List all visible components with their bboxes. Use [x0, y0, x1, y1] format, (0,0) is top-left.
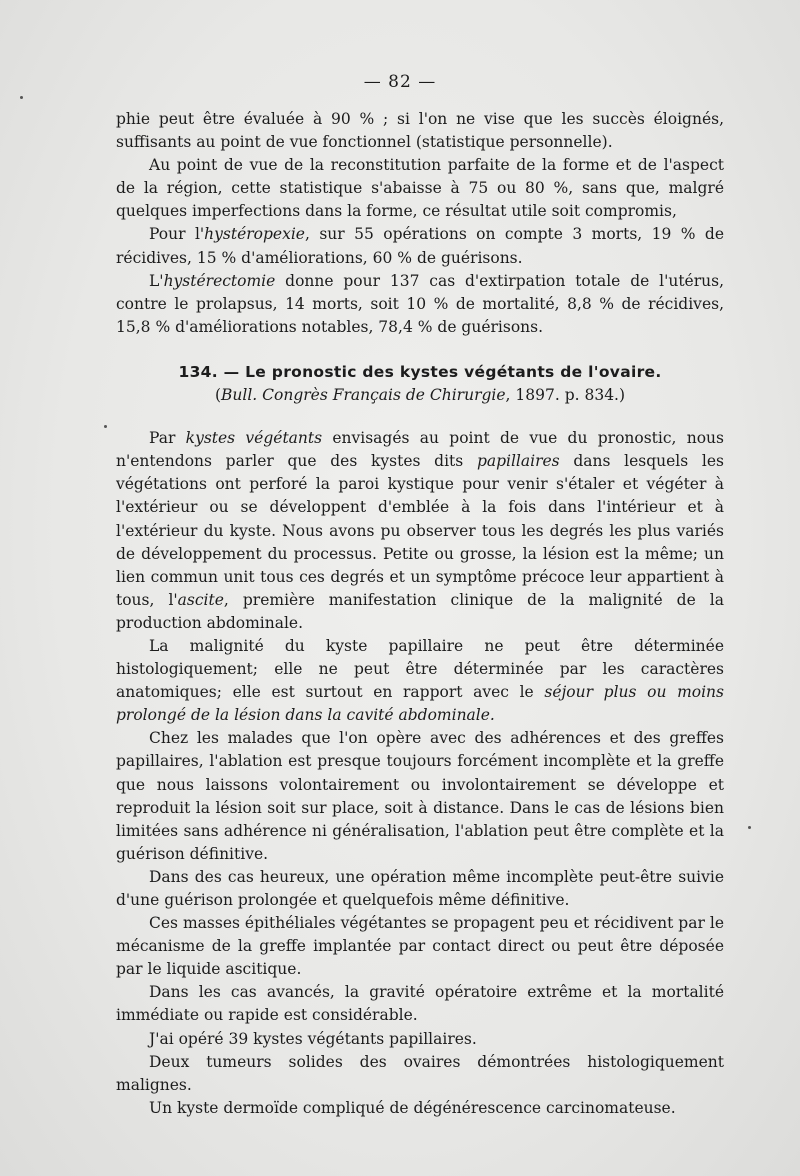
paragraph-masses	[116, 912, 724, 981]
paragraph-text: envisagés au point de vue du pronostic, nous n'entendons parler que des kystes dits	[116, 429, 724, 471]
italic-term: kystes végétants	[185, 429, 323, 448]
paragraph-text: Deux tumeurs solides des ovaires démontrées histologiquement malignes.	[116, 1052, 724, 1094]
page-number: — 82 —	[363, 72, 437, 92]
italic-term: papillaires	[476, 452, 560, 471]
citation-paren: (	[214, 386, 222, 405]
paragraph-hysteropexie	[116, 223, 724, 269]
paragraph-text: La malignité du kyste papillaire ne peut être déterminée histologiquement; elle ne peut être déterminée par les caractères anatomiques; elle est surtout en rapport avec le	[116, 636, 724, 702]
paragraph-dermoide	[116, 1097, 724, 1120]
paragraph-opere	[116, 1028, 724, 1051]
section-heading: 134. — Le pronostic des kystes végétants de l'ovaire.	[178, 362, 662, 381]
paragraph-text: Chez les malades que l'on opère avec des adhérences et des greffes papillaires, l'ablation est presque toujours forcément incomplète et la greffe que nous laissons volontairement ou involontairement se développe et reproduit la lésion soit sur place, soit à distance. Dans le cas de lésions bien limitées sans adhérence ni généralisation, l'ablation peut être complète et la guérison définitive.	[116, 729, 724, 863]
print-speck	[104, 425, 107, 428]
paragraph-hysterectomie	[116, 270, 724, 339]
paragraph-tumeurs	[116, 1051, 724, 1097]
paragraph-text: , première manifestation clinique de la malignité de la production abdominale.	[116, 590, 724, 632]
paragraph-text: Par	[149, 429, 186, 448]
paragraph-text: , sur 55 opérations on compte 3 morts, 19 % de récidives, 15 % d'améliorations, 60 % de guérisons.	[116, 225, 725, 267]
paragraph-text: Un kyste dermoïde compliqué de dégénérescence carcinomateuse.	[149, 1098, 676, 1117]
paragraph-text: phie peut être évaluée à 90 % ; si l'on ne vise que les succès éloignés, suffisants au point de vue fonctionnel (statistique personnelle).	[116, 110, 724, 152]
italic-term: hystéropexie	[204, 225, 305, 244]
paragraph-continuation	[116, 108, 724, 154]
citation-journal: Bull. Congrès Français de Chirurgie	[221, 386, 506, 405]
citation-details: , 1897. p. 834.)	[505, 386, 626, 405]
paragraph-text: Dans des cas heureux, une opération même incomplète peut-être suivie d'une guérison prolongée et quelquefois même définitive.	[116, 867, 724, 909]
print-speck	[748, 826, 751, 829]
section-citation	[116, 384, 724, 407]
paragraph-malignite	[116, 635, 724, 727]
paragraph-text: Dans les cas avancés, la gravité opératoire extrême et la mortalité immédiate ou rapide est considérable.	[116, 983, 724, 1025]
italic-term: hystérectomie	[163, 271, 276, 290]
paragraph-text: donne pour 137 cas d'extirpation totale de l'utérus, contre le prolapsus, 14 morts, soit 10 % de mortalité, 8,8 % de récidives, 15,8 % d'améliorations notables, 78,4 % de guérisons.	[116, 271, 724, 336]
paragraph-text: Ces masses épithéliales végétantes se propagent peu et récidivent par le mécanisme de la greffe implantée par contact direct ou peut être déposée par le liquide ascitique.	[116, 914, 724, 979]
paragraph-text: J'ai opéré 39 kystes végétants papillaires.	[149, 1029, 477, 1048]
paragraph-text: Pour l'	[149, 225, 205, 244]
paragraph-adherences	[116, 727, 724, 866]
paragraph-kystes	[116, 427, 724, 635]
italic-term: ascite	[177, 590, 224, 609]
print-speck	[20, 96, 23, 99]
paragraph-text: Au point de vue de la reconstitution parfaite de la forme et de l'aspect de la région, cette statistique s'abaisse à 75 ou 80 %, sans que, malgré quelques imperfections dans la forme, ce résultat utile soit compromis,	[116, 156, 724, 221]
paragraph-cas-avances	[116, 981, 724, 1027]
italic-term: séjour plus ou moins prolongé de la lésion dans la cavité abdominale.	[116, 683, 724, 725]
page-body	[116, 108, 724, 1120]
paragraph-text: L'	[149, 271, 164, 290]
paragraph-reconstitution	[116, 154, 724, 223]
paragraph-cas-heureux	[116, 866, 724, 912]
paragraph-text: dans lesquels les végétations ont perforé la paroi kystique pour venir s'étaler et végéter à l'extérieur ou se développent d'emblée à la fois dans l'intérieur et à l'extérieur du kyste. Nous avons pu observer tous les degrés les plus variés de développement du processus. Petite ou grosse, la lésion est la même; un lien commun unit tous ces degrés et un symptôme précoce leur appartient à tous, l'	[116, 452, 724, 609]
